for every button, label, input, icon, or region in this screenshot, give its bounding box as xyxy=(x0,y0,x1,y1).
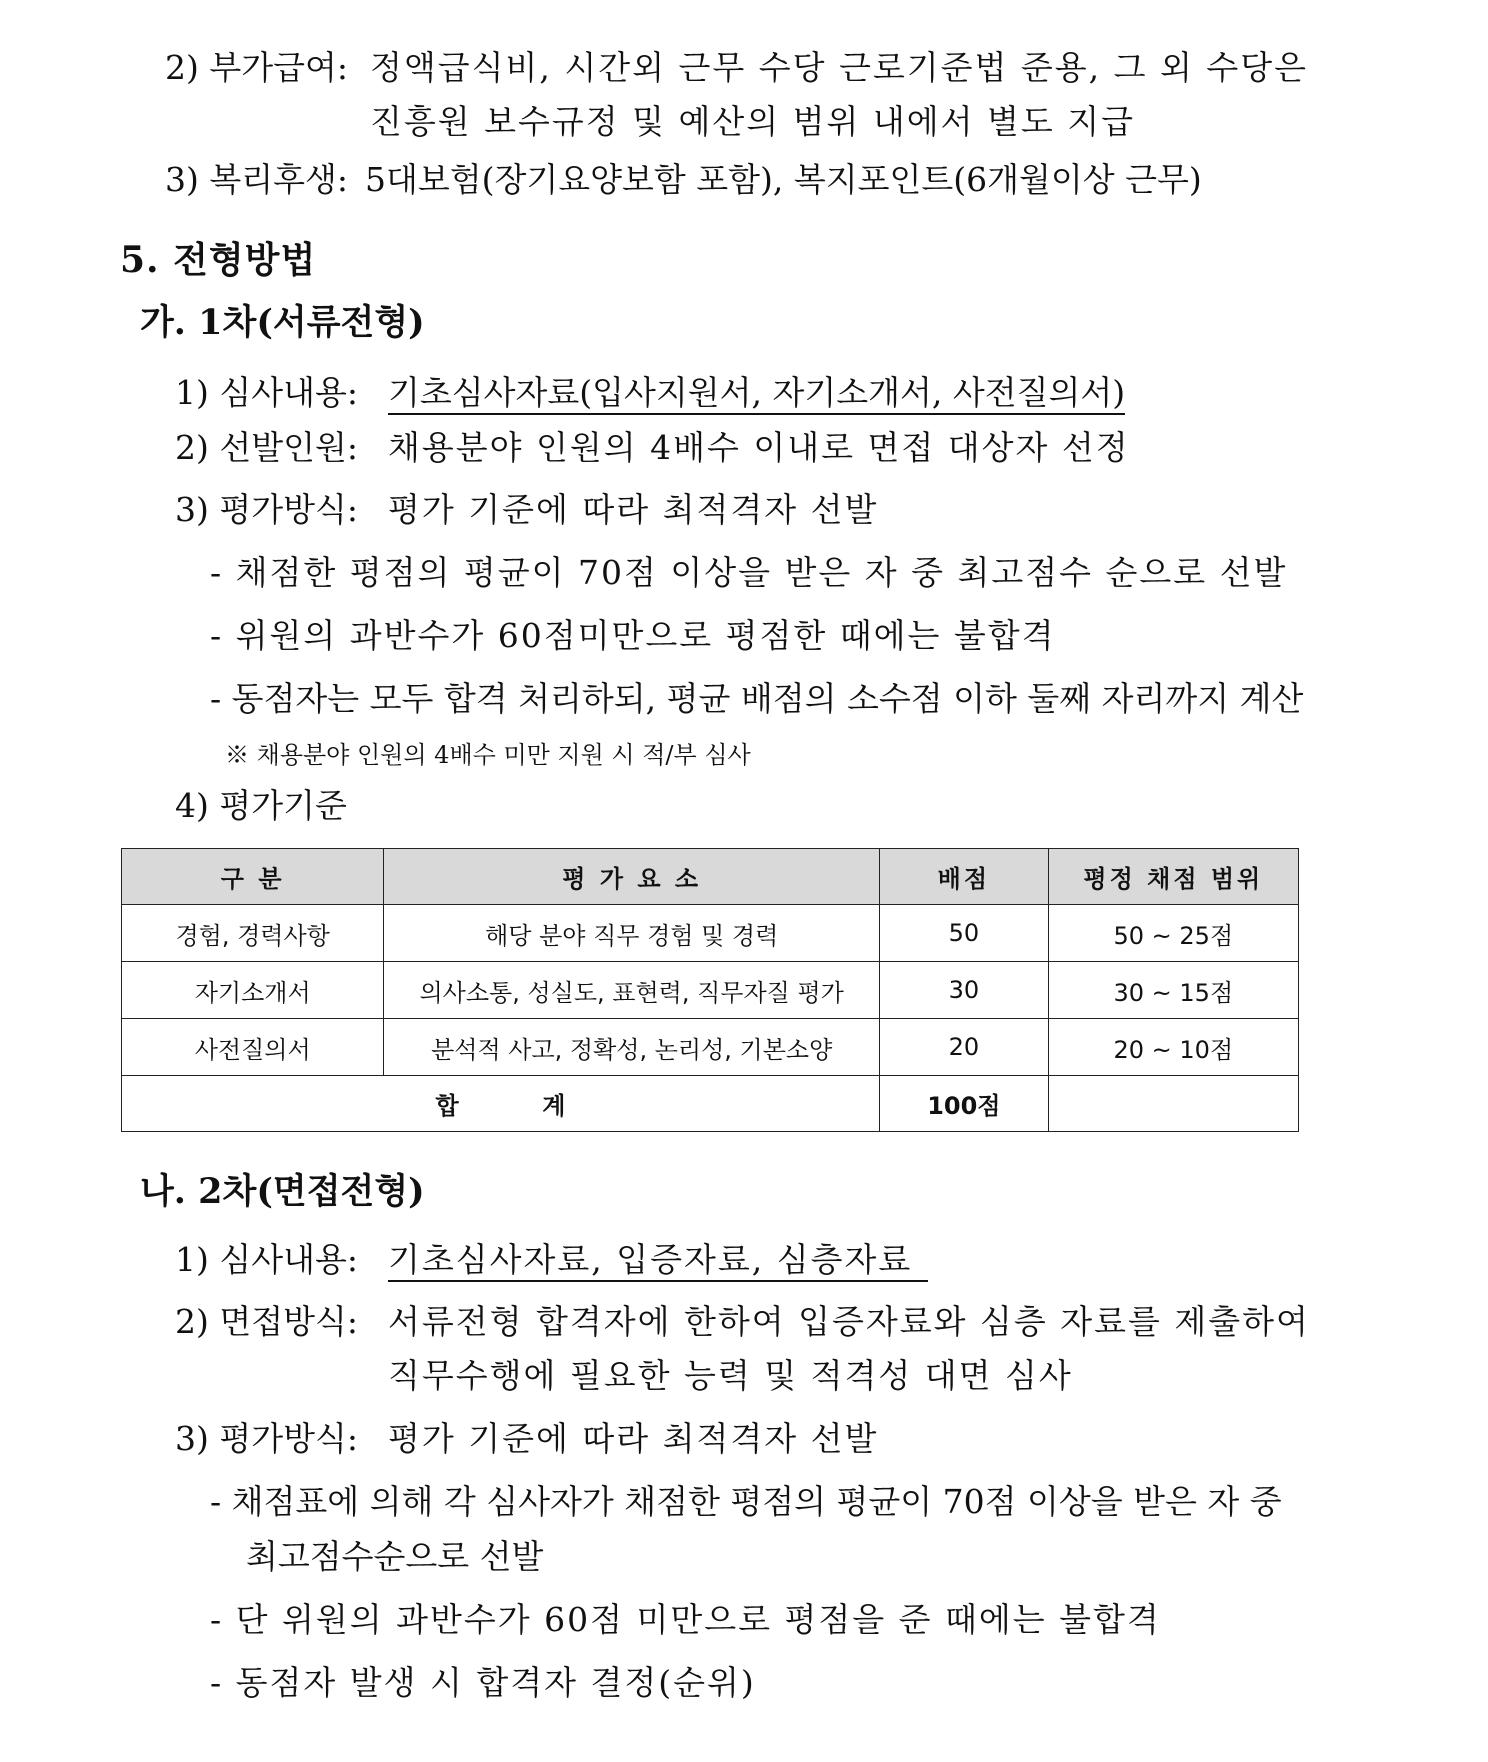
table-cell: 사전질의서 xyxy=(122,1019,384,1076)
stage2-item-2-continued: 직무수행에 필요한 능력 및 적격성 대면 심사 xyxy=(388,1356,1073,1395)
table-cell: 의사소통, 성실도, 표현력, 직무자질 평가 xyxy=(384,962,880,1019)
stage2-title: 나. 2차(면접전형) xyxy=(140,1171,425,1212)
table-row xyxy=(122,905,1299,962)
table-cell: 30 xyxy=(880,962,1049,1019)
table-cell: 50 ~ 25점 xyxy=(1048,905,1298,962)
table-total-range xyxy=(1048,1076,1298,1132)
stage2-bullet: - 동점자 발생 시 합격자 결정(순위) xyxy=(210,1663,756,1702)
stage2-item-1-label: 1) 심사내용: xyxy=(175,1240,358,1279)
table-header-cell: 배점 xyxy=(880,849,1049,905)
table-row xyxy=(122,962,1299,1019)
stage2-bullet: - 단 위원의 과반수가 60점 미만으로 평점을 준 때에는 불합격 xyxy=(210,1600,1161,1639)
table-row xyxy=(122,1019,1299,1076)
stage1-item-1 xyxy=(175,373,1125,413)
stage1-title: 가. 1차(서류전형) xyxy=(140,302,425,343)
table-cell: 20 ~ 10점 xyxy=(1048,1019,1298,1076)
stage1-bullet: - 위원의 과반수가 60점미만으로 평점한 때에는 불합격 xyxy=(210,616,1056,655)
benefit-item-2-continued: 진흥원 보수규정 및 예산의 범위 내에서 별도 지급 xyxy=(370,102,1135,141)
table-total-value: 100점 xyxy=(880,1076,1049,1132)
stage2-item-1 xyxy=(175,1240,928,1280)
stage1-bullet: - 채점한 평점의 평균이 70점 이상을 받은 자 중 최고점수 순으로 선발 xyxy=(210,553,1288,592)
benefit-item-3-label: 3) 복리후생: xyxy=(165,160,348,199)
table-cell: 20 xyxy=(880,1019,1049,1076)
stage2-item-2-text: 서류전형 합격자에 한하여 입증자료와 심층 자료를 제출하여 xyxy=(388,1302,1310,1341)
table-header-row xyxy=(122,849,1299,905)
table-header-cell: 평 가 요 소 xyxy=(384,849,880,905)
stage1-note: ※ 채용분야 인원의 4배수 미만 지원 시 적/부 심사 xyxy=(225,741,751,769)
stage1-item-3 xyxy=(175,490,878,530)
table-cell: 분석적 사고, 정확성, 논리성, 기본소양 xyxy=(384,1019,880,1076)
stage2-bullet-continued: 최고점수순으로 선발 xyxy=(246,1537,544,1576)
table-cell: 경험, 경력사항 xyxy=(122,905,384,962)
benefit-item-2 xyxy=(165,48,1308,88)
table-cell: 자기소개서 xyxy=(122,962,384,1019)
stage1-item-1-text: 기초심사자료(입사지원서, 자기소개서, 사전질의서) xyxy=(388,373,1125,415)
stage2-item-3-text: 평가 기준에 따라 최적격자 선발 xyxy=(388,1419,879,1458)
stage1-item-3-text: 평가 기준에 따라 최적격자 선발 xyxy=(388,490,879,529)
stage1-item-2-text: 채용분야 인원의 4배수 이내로 면접 대상자 선정 xyxy=(388,428,1130,467)
table-total-label: 합 계 xyxy=(122,1076,880,1132)
table-cell: 해당 분야 직무 경험 및 경력 xyxy=(384,905,880,962)
benefit-item-2-text: 정액급식비, 시간외 근무 수당 근로기준법 준용, 그 외 수당은 xyxy=(370,48,1308,87)
stage2-item-3-label: 3) 평가방식: xyxy=(175,1419,358,1458)
table-header-cell: 평정 채점 범위 xyxy=(1048,849,1298,905)
section-title: 5. 전형방법 xyxy=(120,239,317,281)
stage1-item-2-label: 2) 선발인원: xyxy=(175,428,358,467)
evaluation-criteria-table xyxy=(121,848,1299,1132)
stage2-bullet: - 채점표에 의해 각 심사자가 채점한 평점의 평균이 70점 이상을 받은 자 중 xyxy=(210,1482,1282,1521)
stage1-item-4: 4) 평가기준 xyxy=(175,786,347,825)
stage1-item-2 xyxy=(175,428,1130,468)
stage2-item-3 xyxy=(175,1419,878,1459)
stage1-item-1-label: 1) 심사내용: xyxy=(175,373,358,412)
stage1-bullet: - 동점자는 모두 합격 처리하되, 평균 배점의 소수점 이하 둘째 자리까지 계산 xyxy=(210,679,1304,718)
benefit-item-2-label: 2) 부가급여: xyxy=(165,48,348,87)
table-cell: 30 ~ 15점 xyxy=(1048,962,1298,1019)
stage2-item-1-text: 기초심사자료, 입증자료, 심층자료 xyxy=(388,1240,928,1282)
stage1-item-3-label: 3) 평가방식: xyxy=(175,490,358,529)
table-total-row xyxy=(122,1076,1299,1132)
stage2-item-2-label: 2) 면접방식: xyxy=(175,1302,358,1341)
benefit-item-3-text: 5대보험(장기요양보함 포함), 복지포인트(6개월이상 근무) xyxy=(365,160,1202,199)
table-header-cell: 구 분 xyxy=(122,849,384,905)
stage2-item-2 xyxy=(175,1302,1310,1342)
benefit-item-3 xyxy=(165,160,1202,200)
table-cell: 50 xyxy=(880,905,1049,962)
